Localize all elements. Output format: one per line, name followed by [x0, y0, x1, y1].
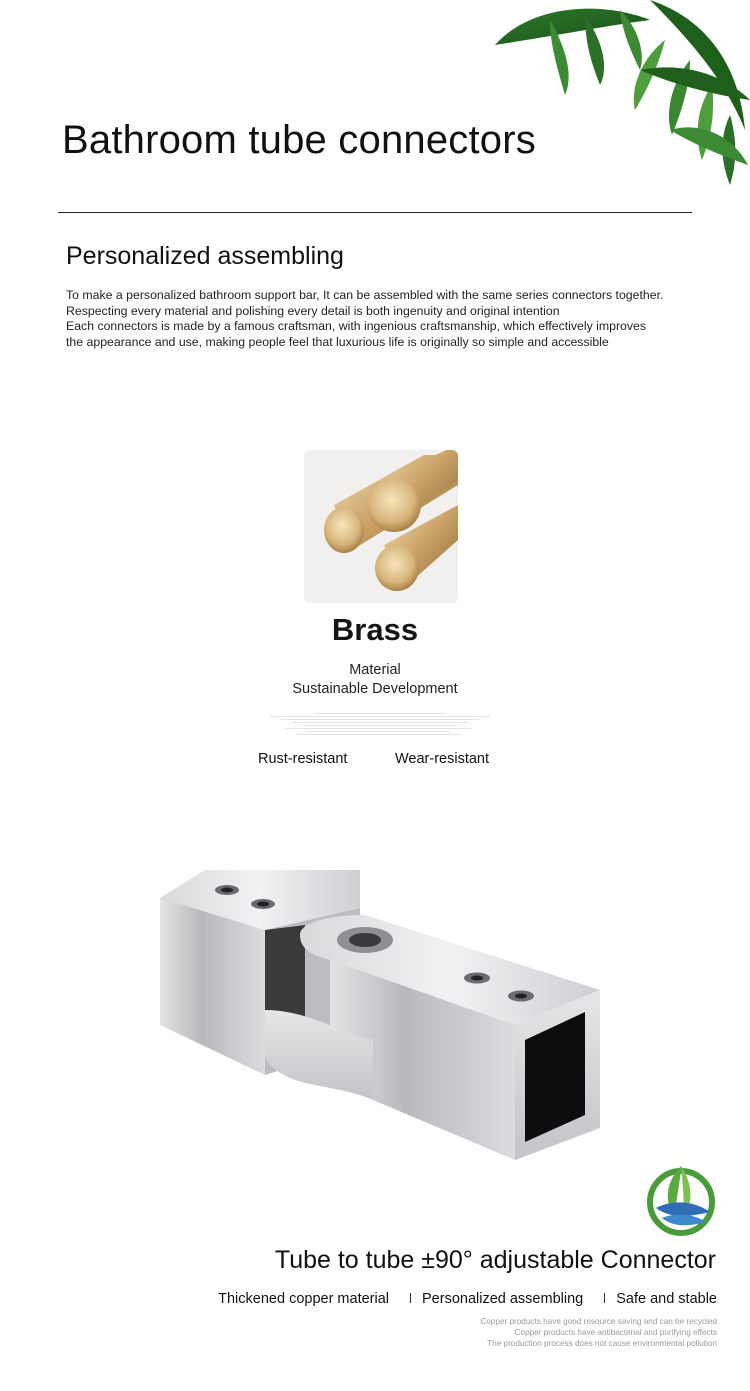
product-notes: [480, 1316, 717, 1349]
feature-wear-resistant: Wear-resistant: [395, 751, 490, 767]
separator: [604, 1293, 605, 1303]
product-feature: Safe and stable: [616, 1291, 717, 1307]
material-label: Material: [349, 662, 401, 678]
faint-text-lines: [270, 713, 490, 737]
product-feature: Personalized assembling: [422, 1291, 584, 1307]
section-heading: Personalized assembling: [66, 242, 344, 270]
intro-text: [66, 288, 706, 350]
page-title: Bathroom tube connectors: [62, 118, 536, 162]
feature-rust-resistant: Rust-resistant: [258, 751, 348, 767]
note-line: The production process does not cause environmental pollution: [487, 1339, 717, 1348]
eco-leaf-icon: [644, 1160, 718, 1238]
title-divider: [58, 212, 692, 213]
material-name: Brass: [331, 612, 419, 647]
intro-line: Respecting every material and polishing every detail is both ingenuity and original intention: [66, 303, 560, 318]
brass-material-image: [304, 450, 458, 603]
connector-product-image: [155, 860, 615, 1170]
brass-rods-icon: [304, 450, 458, 603]
intro-line: the appearance and use, making people feel that luxurious life is originally so simple and accessible: [66, 334, 609, 349]
palm-leaves-icon: [490, 0, 750, 200]
material-tagline: Sustainable Development: [292, 681, 458, 697]
intro-line: Each connectors is made by a famous craftsman, with ingenious craftsmanship, which effectively improves: [66, 319, 647, 333]
product-title: Tube to tube ±90° adjustable Connector: [274, 1246, 716, 1274]
note-line: Copper products have antibacterial and purifying effects: [514, 1328, 717, 1337]
product-feature-row: [218, 1291, 717, 1307]
intro-line: To make a personalized bathroom support bar, It can be assembled with the same series connectors together.: [66, 288, 664, 302]
separator: [410, 1293, 411, 1303]
product-feature: Thickened copper material: [218, 1291, 390, 1307]
note-line: Copper products have good resource saving and can be recycled: [480, 1317, 717, 1326]
